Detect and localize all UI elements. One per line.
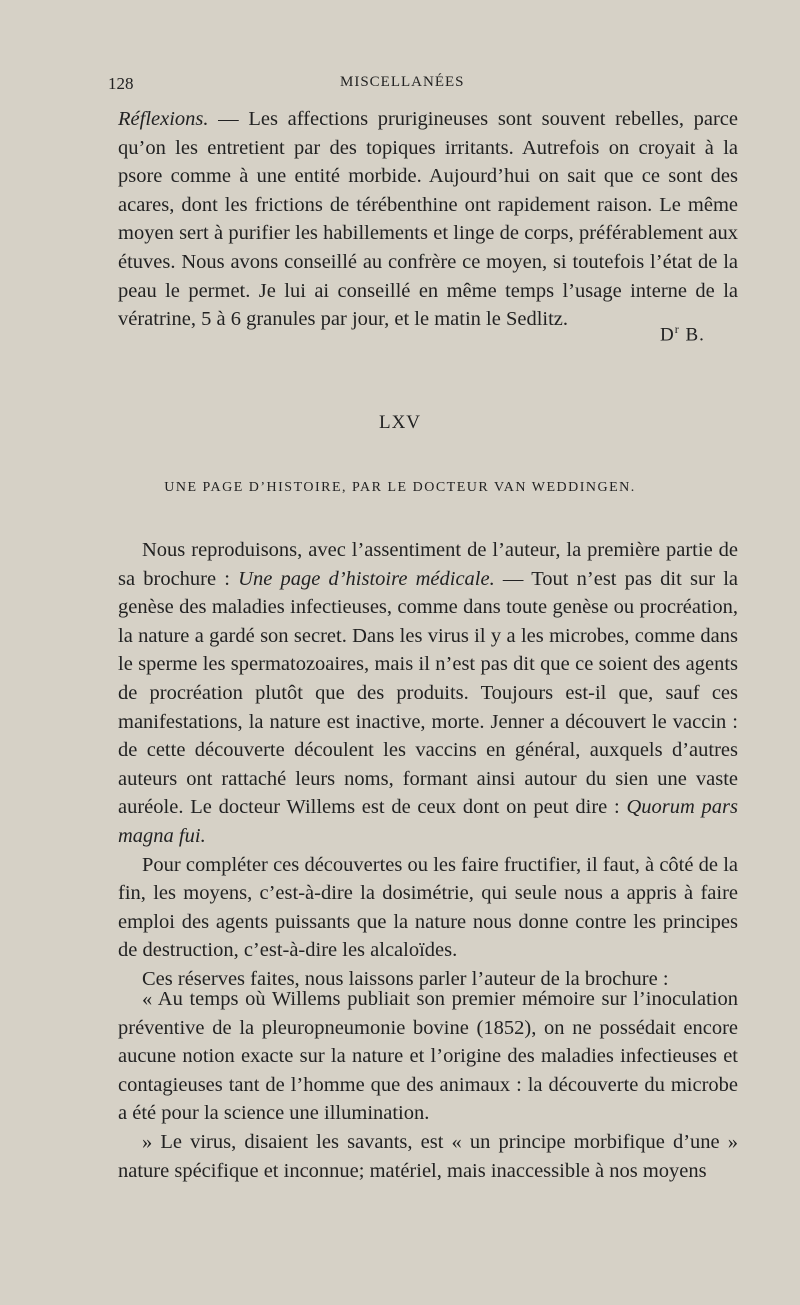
chapter-number: LXV — [378, 412, 422, 433]
paragraph-2: Pour compléter ces découvertes ou les faire fructifier, il faut, à côté de la fin, les moyens, c’est-à-dire la dosimétrie, qui seule nous a appris à faire emploi des agents puissants que la nature nous donne contre les principes de destruction, c’est-à-dire les alcaloïdes. — [118, 853, 738, 962]
chapter-body — [118, 536, 738, 994]
paragraph-3: Ces réserves faites, nous laissons parler l’auteur de la brochure : — [142, 967, 669, 990]
chapter-title: UNE PAGE D’HISTOIRE, PAR LE DOCTEUR VAN WEDDINGEN. — [164, 480, 636, 495]
reflexions-text: — Les affections prurigineuses sont souvent rebelles, parce qu’on les entretient par des topiques irritants. Autrefois on croyait à la psore comme à une entité morbide. Aujourd’hui on sait que ce sont des acares, dont les frictions de térébenthine ont rapidement raison. Le même moyen sert à purifier les habillements et linge de corps, préférablement aux étuves. Nous avons conseillé au confrère ce moyen, si toutefois l’état de la peau le permet. Je lui ai conseillé en même temps l’usage interne de la vératrine, 5 à 6 granules par jour, et le matin le Sedlitz. — [118, 108, 738, 331]
quote-paragraph-2: » Le virus, disaient les savants, est « un principe morbifique d’une » nature spécifique et inconnue; matériel, mais inaccessible à nos moyens — [118, 1130, 738, 1182]
quote-paragraph-1: « Au temps où Willems publiait son premier mémoire sur l’inoculation préventive de la pleuropneumonie bovine (1852), on ne possédait encore aucune notion exacte sur la nature et l’origine des maladies infectieuses et contagieuses tant de l’homme que des animaux : la découverte du microbe a été pour la science une illumination. — [118, 988, 738, 1125]
brochure-title: Une page d’histoire médicale. — [238, 567, 495, 590]
paragraph-1: Nous reproduisons, avec l’assentiment de l’auteur, la première partie de sa brochure : Une page d’histoire médicale. — Tout n’est pas dit sur la genèse des maladies infectieuses, comme dans toute genèse ou procréation, la nature a gardé son secret. Dans les virus il y a les microbes, comme dans le sperme les spermatozoaires, mais il n’est pas dit que ce soient des agents de procréation plutôt que des produits. Toujours est-il que, sauf ces manifestations, la nature est inactive, morte. Jenner a découvert le vaccin : de cette découverte découlent les vaccins en général, auxquels d’autres auteurs ont rattaché leurs noms, formant ainsi autour du sien une vaste auréole. Le docteur Willems est de ceux dont on peut dire : Quorum pars magna fui. — [118, 539, 739, 847]
page-header — [0, 74, 800, 98]
signature: $D^r$ B. — [660, 322, 705, 346]
latin-quote: Quorum pars magna fui. — [118, 796, 738, 847]
quotation — [118, 985, 738, 1185]
running-title: MISCELLANÉES — [340, 74, 465, 90]
reflexions-label: Réflexions. — [118, 108, 209, 130]
page-number: 128 — [108, 74, 134, 93]
reflexions-paragraph — [118, 105, 738, 334]
